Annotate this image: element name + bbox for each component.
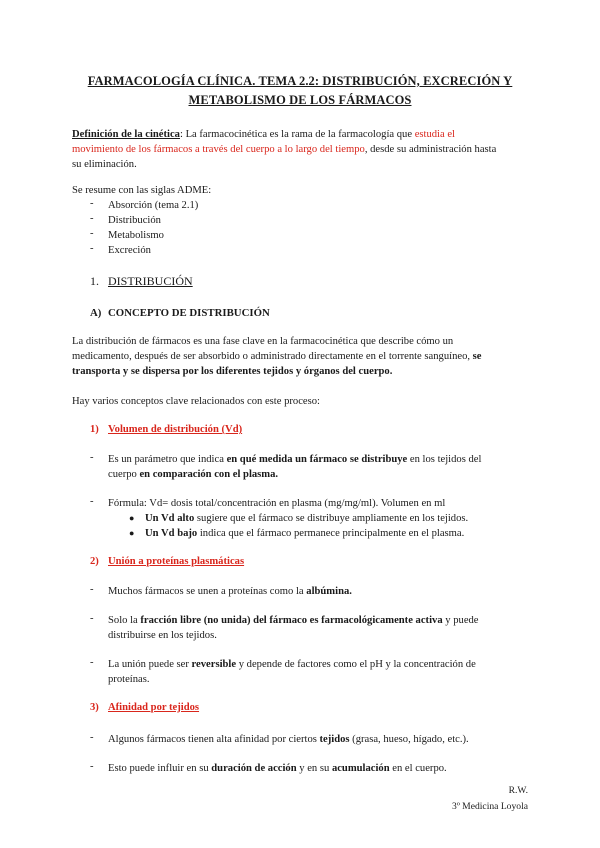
section-1-title: DISTRIBUCIÓN <box>108 274 193 288</box>
definition-label: Definición de la cinética <box>72 129 180 140</box>
adme-dash-4: - <box>90 243 94 254</box>
affinity-item-1 <box>108 732 469 747</box>
bullet-icon: ● <box>129 513 135 523</box>
affinity-item-2-bold-2: acumulación <box>331 763 390 774</box>
distribution-line-1: La distribución de fármacos es una fase clave en la farmacocinética que describe cómo un <box>72 336 454 347</box>
proteins-item-2-bold: fracción libre (no unida) del fármaco es farmacológicamente activa <box>140 615 443 626</box>
vd-formula: Fórmula: Vd= dosis total/concentración en plasma (mg/mg/ml). Volumen en ml <box>108 498 446 509</box>
proteins-item-2-text: Solo la <box>108 615 141 626</box>
page-title <box>62 72 538 110</box>
affinity-item-1-text-2: (grasa, hueso, hígado, etc.). <box>349 734 469 745</box>
vd-bullet-1 <box>145 511 468 526</box>
adme-dash-3: - <box>90 228 94 239</box>
affinity-title: Afinidad por tejidos <box>108 702 200 713</box>
adme-intro: Se resume con las siglas ADME: <box>72 185 212 196</box>
proteins-dash-1: - <box>90 584 94 595</box>
title-line-2: METABOLISMO DE LOS FÁRMACOS <box>188 93 412 107</box>
proteins-item-3-text-2: y depende de factores como el pH y la concentración de <box>236 659 476 670</box>
vd-low-label: Un Vd bajo <box>145 528 198 539</box>
proteins-item-3 <box>108 657 528 687</box>
vd-number: 1) <box>90 424 99 435</box>
proteins-item-3-bold: reversible <box>191 659 237 670</box>
affinity-dash-2: - <box>90 761 94 772</box>
proteins-number: 2) <box>90 556 99 567</box>
vd-low-text: indica que el fármaco permanece principalmente en el plasma. <box>197 528 465 539</box>
adme-dash-2: - <box>90 213 94 224</box>
vd-dash-2: - <box>90 496 94 507</box>
distribution-line-2-bold: se <box>472 351 482 362</box>
proteins-dash-2: - <box>90 613 94 624</box>
vd-high-label: Un Vd alto <box>145 513 195 524</box>
proteins-item-1 <box>108 584 352 599</box>
proteins-item-3-text: La unión puede ser <box>108 659 192 670</box>
proteins-item-3-text-3: proteínas. <box>108 674 150 685</box>
vd-title: Volumen de distribución (Vd) <box>108 424 243 435</box>
vd-item-1-text: Es un parámetro que indica <box>108 454 227 465</box>
proteins-item-1-bold: albúmina. <box>306 586 352 597</box>
section-1-number: 1. <box>90 274 99 288</box>
footer <box>452 783 528 815</box>
adme-item-1: Absorción (tema 2.1) <box>108 200 199 211</box>
adme-dash-1: - <box>90 198 94 209</box>
proteins-item-1-text: Muchos fármacos se unen a proteínas como la <box>108 586 307 597</box>
title-line-1: FARMACOLOGÍA CLÍNICA. TEMA 2.2: DISTRIBUCIÓN, EXCRECIÓN Y <box>87 74 513 88</box>
subsection-a-letter: A) <box>90 307 102 319</box>
adme-item-2: Distribución <box>108 215 161 226</box>
vd-dash-1: - <box>90 452 94 463</box>
proteins-item-2-text-3: distribuirse en los tejidos. <box>108 630 217 641</box>
vd-item-1-text-2: en los tejidos del <box>407 454 482 465</box>
affinity-item-1-text: Algunos fármacos tienen alta afinidad por ciertos <box>108 734 320 745</box>
adme-item-4: Excreción <box>108 245 151 256</box>
definition-highlight-2: movimiento de los fármacos a través del cuerpo a lo largo del tiempo <box>72 144 365 155</box>
distribution-line-3: transporta y se dispersa por los diferentes tejidos y órganos del cuerpo. <box>72 366 393 377</box>
affinity-item-2-text-2: y en su <box>296 763 332 774</box>
definition-text-2: , desde su administración hasta <box>364 144 497 155</box>
distribution-line-2: medicamento, después de ser absorbido o administrado directamente en el torrente sanguíneo, <box>72 351 473 362</box>
definition-text-1: : La farmacocinética es la rama de la farmacología que <box>179 129 415 140</box>
proteins-item-2 <box>108 613 528 643</box>
affinity-item-2-bold: duración de acción <box>211 763 297 774</box>
vd-high-text: sugiere que el fármaco se distribuye ampliamente en los tejidos. <box>194 513 469 524</box>
footer-course: 3º Medicina Loyola <box>452 801 528 812</box>
affinity-item-2-text-3: en el cuerpo. <box>389 763 447 774</box>
adme-item-3: Metabolismo <box>108 230 164 241</box>
affinity-item-2 <box>108 761 447 776</box>
affinity-item-1-bold: tejidos <box>319 734 350 745</box>
distribution-paragraph <box>72 334 532 379</box>
affinity-number: 3) <box>90 702 99 713</box>
proteins-dash-3: - <box>90 657 94 668</box>
vd-bullet-2 <box>145 526 464 541</box>
definition-text-3: su eliminación. <box>72 159 137 170</box>
vd-item-1 <box>108 452 528 482</box>
vd-item-1-text-3: cuerpo <box>108 469 140 480</box>
concepts-intro: Hay varios conceptos clave relacionados con este proceso: <box>72 396 320 407</box>
footer-initials: R.W. <box>508 785 528 796</box>
definition-highlight-1: estudia el <box>414 129 455 140</box>
proteins-title: Unión a proteínas plasmáticas <box>108 556 245 567</box>
affinity-dash-1: - <box>90 732 94 743</box>
vd-item-1-bold: en qué medida un fármaco se distribuye <box>226 454 408 465</box>
definition-paragraph <box>72 127 532 172</box>
vd-item-1-bold-2: en comparación con el plasma. <box>139 469 279 480</box>
affinity-item-2-text: Esto puede influir en su <box>108 763 212 774</box>
proteins-item-2-text-2: y puede <box>442 615 479 626</box>
subsection-a-title: CONCEPTO DE DISTRIBUCIÓN <box>108 307 270 319</box>
bullet-icon: ● <box>129 528 135 538</box>
